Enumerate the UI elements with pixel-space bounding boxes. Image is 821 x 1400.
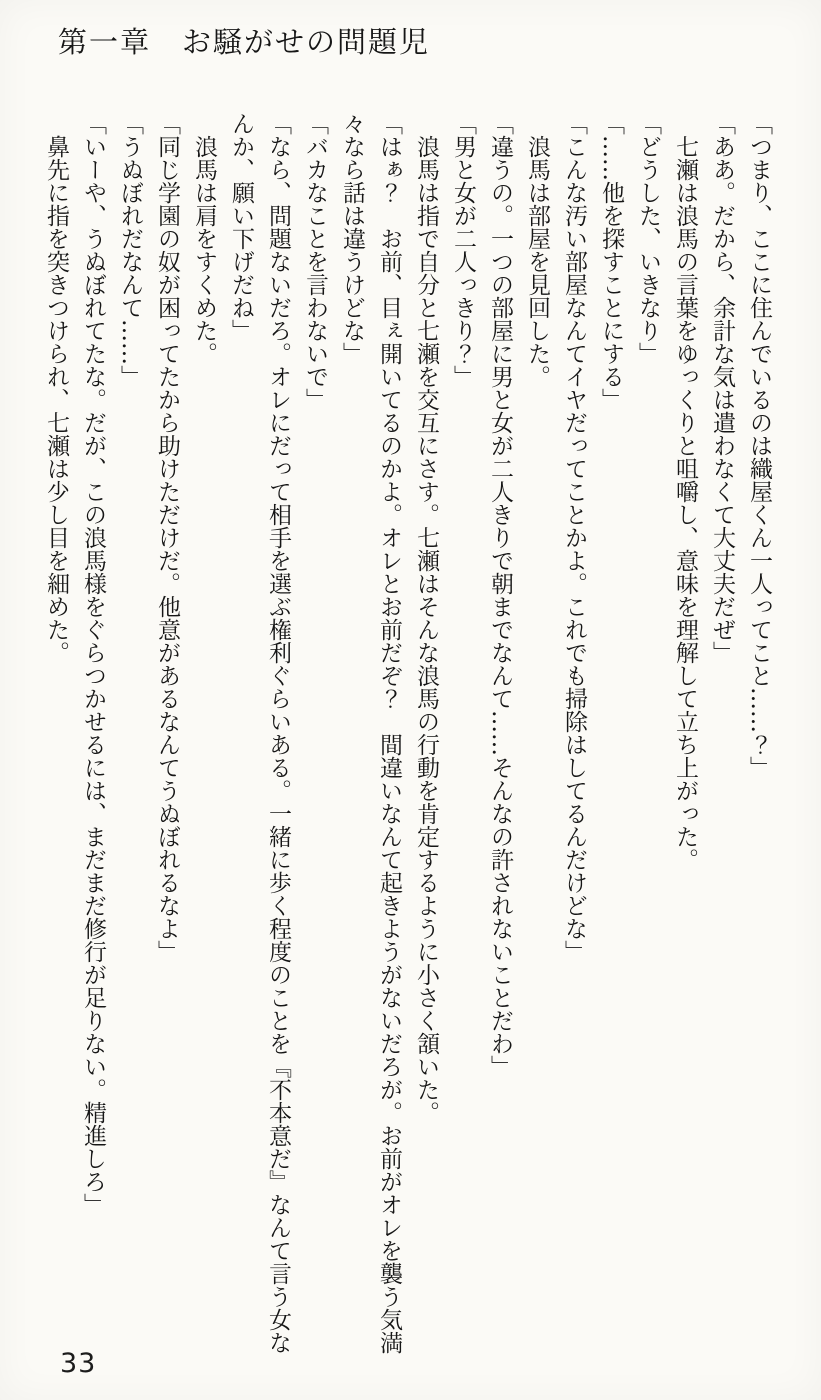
paragraph: 「どうした、いきなり」 <box>635 112 661 365</box>
paragraph: 「こんな汚い部屋なんてイヤだってことかよ。これでも掃除はしてるんだけどな」 <box>561 112 587 963</box>
paragraph: 「なら、問題ないだろ。オレにだって相手を選ぶ権利ぐらいある。一緒に歩く程度のことを『不本意だ』なんて言う女なんか、願い下げだね」 <box>228 112 291 1354</box>
paragraph: 「バカなことを言わないで」 <box>302 112 328 411</box>
paragraph: 「つまり、ここに住んでいるのは織屋くん一人ってこと……？」 <box>746 112 772 779</box>
paragraph: 「ああ。だから、余計な気は遣わなくて大丈夫だぜ」 <box>709 112 735 664</box>
paragraph: 「違うの。一つの部屋に男と女が二人きりで朝までなんて……そんなの許されないことだわ」 <box>487 112 513 1078</box>
paragraph: 浪馬は肩をすくめた。 <box>191 135 217 365</box>
paragraph: 浪馬は指で自分と七瀬を交互にさす。七瀬はそんな浪馬の行動を肯定するように小さく頷いた。 <box>413 135 439 1124</box>
paragraph: 「……他を探すことにする」 <box>598 112 624 411</box>
paragraph: 浪馬は部屋を見回した。 <box>524 135 550 388</box>
paragraph: 「男と女が二人っきり？」 <box>450 112 476 388</box>
paragraph: 「同じ学園の奴が困ってたから助けただけだ。他意があるなんてうぬぼれるなよ」 <box>154 112 180 963</box>
text-block <box>37 112 777 1360</box>
paragraph: 「いーや、うぬぼれてたな。だが、この浪馬様をぐらつかせるには、まだまだ修行が足りない。精進しろ」 <box>80 112 106 1216</box>
paragraph: 七瀬は浪馬の言葉をゆっくりと咀嚼し、意味を理解して立ち上がった。 <box>672 135 698 871</box>
paragraph: 「うぬぼれだなんて……」 <box>117 112 143 388</box>
chapter-heading: 第一章 お騒がせの問題児 <box>58 25 431 59</box>
page-number: 33 <box>60 1348 97 1379</box>
paragraph: 鼻先に指を突きつけられ、七瀬は少し目を細めた。 <box>43 135 69 664</box>
paragraph: 「はぁ？ お前、目ぇ開いてるのかよ。オレとお前だぞ？ 間違いなんて起きようがないだろが。お前がオレを襲う気満々なら話は違うけどな」 <box>339 112 402 1354</box>
